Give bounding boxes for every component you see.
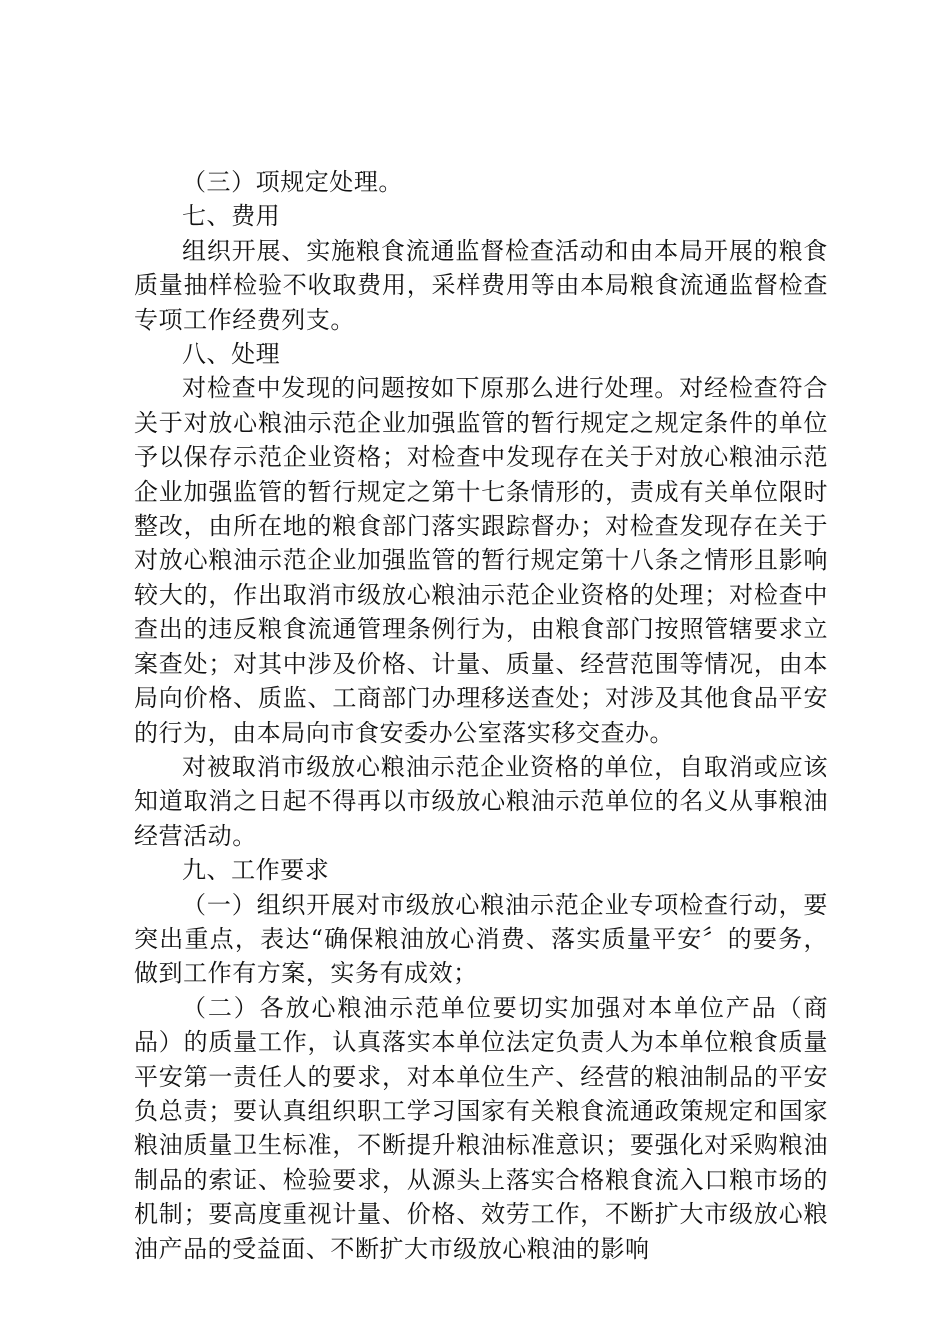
paragraph-fees: 组织开展、实施粮食流通监督检查活动和由本局开展的粮食质量抽样检验不收取费用，采样费用等由本局粮食流通监督检查专项工作经费列支。 bbox=[134, 236, 828, 334]
paragraph-revocation: 对被取消市级放心粮油示范企业资格的单位，自取消或应该知道取消之日起不得再以市级放心粮油示范单位的名义从事粮油经营活动。 bbox=[134, 752, 828, 850]
paragraph-requirement-1: （一）组织开展对市级放心粮油示范企业专项检查行动，要突出重点，表达“确保粮油放心消费、落实质量平安〞的要务，做到工作有方案，实务有成效； bbox=[134, 890, 828, 988]
section-heading-requirements: 九、工作要求 bbox=[182, 856, 330, 885]
paragraph-rule-reference: （三）项规定处理。 bbox=[182, 168, 403, 196]
section-heading-fees: 七、费用 bbox=[182, 202, 281, 231]
document-body bbox=[134, 165, 828, 1266]
section-heading-handling: 八、处理 bbox=[182, 340, 281, 369]
paragraph-handling: 对检查中发现的问题按如下原那么进行处理。对经检查符合关于对放心粮油示范企业加强监管的暂行规定之规定条件的单位予以保存示范企业资格；对检查中发现存在关于对放心粮油示范企业加强监管的暂行规定之第十七条情形的，责成有关单位限时整改，由所在地的粮食部门落实跟踪督办；对检查发现存在关于对放心粮油示范企业加强监管的暂行规定第十八条之情形且影响较大的，作出取消市级放心粮油示范企业资格的处理；对检查中查出的违反粮食流通管理条例行为，由粮食部门按照管辖要求立案查处；对其中涉及价格、计量、质量、经营范围等情况，由本局向价格、质监、工商部门办理移送查处；对涉及其他食品平安的行为，由本局向市食安委办公室落实移交查办。 bbox=[134, 374, 828, 747]
paragraph-requirement-2: （二）各放心粮油示范单位要切实加强对本单位产品（商品）的质量工作，认真落实本单位法定负责人为本单位粮食质量平安第一责任人的要求，对本单位生产、经营的粮油制品的平安负总责；要认真组织职工学习国家有关粮食流通政策规定和国家粮油质量卫生标准，不断提升粮油标准意识；要强化对采购粮油制品的索证、检验要求，从源头上落实合格粮食流入口粮市场的机制；要高度重视计量、价格、效劳工作，不断扩大市级放心粮油产品的受益面、不断扩大市级放心粮油的影响 bbox=[134, 993, 828, 1263]
